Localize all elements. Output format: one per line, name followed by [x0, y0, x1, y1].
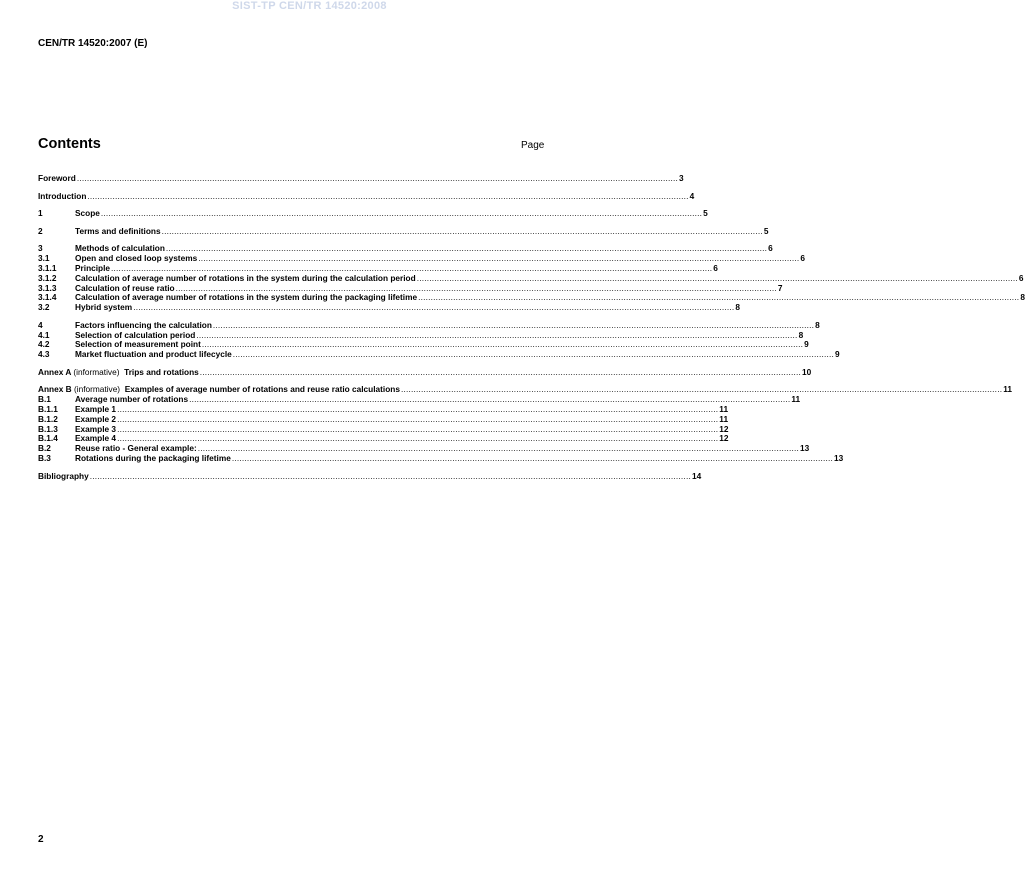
annex-title: Examples of average number of rotations and reuse ratio calculations	[124, 384, 400, 395]
toc-entry-page: 8	[815, 319, 820, 330]
toc-entry-number: B.1.1	[38, 403, 58, 414]
toc-entry-number: 3.1	[38, 253, 50, 264]
toc-entry-number: B.1.3	[38, 423, 58, 434]
toc-entry-page: 8	[1020, 292, 1025, 303]
toc-entry-title: Bibliography	[38, 470, 89, 481]
toc-entry-number: 3.1.4	[38, 292, 57, 303]
toc-entry-title: Introduction	[38, 190, 87, 201]
toc-entry-page: 8	[735, 302, 741, 313]
toc-entry-title: Reuse ratio - General example:	[75, 443, 197, 454]
toc-entry-number: B.1.2	[38, 413, 58, 424]
toc-entry-page: 9	[804, 339, 809, 350]
document-id: CEN/TR 14520:2007 (E)	[38, 38, 148, 49]
toc-entry-title: Hybrid system	[75, 302, 133, 313]
toc-entry-title: Foreword	[38, 173, 76, 183]
toc-entry[interactable]	[38, 225, 769, 237]
contents-heading: Contents	[38, 136, 101, 152]
toc-annex-entry[interactable]	[38, 366, 812, 378]
informative-label: (informative)	[73, 384, 121, 395]
toc-entry-page: 5	[763, 225, 769, 236]
toc-entry-number: 4.1	[38, 329, 50, 340]
toc-entry-page: 14	[691, 470, 702, 481]
toc-entry-number: 1	[38, 208, 43, 219]
toc-entry-page: 11	[719, 403, 729, 414]
toc-entry-title	[38, 368, 199, 378]
toc-entry-number: 2	[38, 225, 43, 236]
annex-title: Trips and rotations	[124, 366, 199, 377]
toc-entry-title: Example 3	[75, 423, 117, 434]
toc-entry-title: Scope	[75, 208, 100, 219]
toc-entry[interactable]	[38, 173, 684, 184]
toc-entry-number: 3.1.2	[38, 272, 57, 283]
toc-entry-title: Rotations during the packaging lifetime	[75, 452, 231, 463]
watermark: SIST-TP CEN/TR 14520:2008	[232, 0, 387, 12]
toc-entry-title: Factors influencing the calculation	[75, 319, 212, 330]
informative-label: (informative)	[73, 366, 120, 377]
toc-entry-page: 11	[719, 413, 729, 424]
toc-entry-page: 12	[719, 433, 729, 444]
toc-entry[interactable]	[38, 349, 840, 360]
toc-entry-number: 3.1.3	[38, 282, 57, 293]
toc-entry-title: Selection of calculation period	[75, 329, 196, 340]
toc-entry-page: 13	[834, 452, 844, 463]
toc-entry-number: 3.1.1	[38, 262, 57, 273]
page-column-label: Page	[521, 140, 545, 151]
toc-entry-page: 12	[719, 423, 729, 434]
toc-entry-number: 3.2	[38, 302, 50, 313]
toc-entry-page: 6	[800, 253, 806, 264]
toc-entry-page: 11	[1003, 384, 1012, 395]
toc-entry-page: 5	[703, 208, 708, 219]
toc-entry-page: 7	[777, 282, 783, 293]
toc-entry-number: B.2	[38, 443, 51, 454]
toc-entry-title: Example 1	[75, 403, 117, 414]
toc-entry[interactable]	[38, 190, 695, 202]
toc-entry-number: B.3	[38, 452, 51, 463]
toc-entry-title: Terms and definitions	[75, 225, 161, 236]
toc-entry-number: 3	[38, 243, 43, 254]
toc-entry[interactable]	[38, 452, 844, 464]
toc-entry-number: B.1.4	[38, 433, 58, 444]
toc-entry-page: 6	[1018, 272, 1024, 283]
toc-entry-page: 4	[689, 190, 695, 201]
toc-entry-page: 6	[768, 243, 773, 254]
toc-entry-title: Market fluctuation and product lifecycle	[75, 349, 232, 360]
toc-entry[interactable]	[38, 470, 702, 482]
toc-entry-title: Calculation of average number of rotations in the system during the calculation period	[75, 272, 416, 283]
toc-entry-title: Calculation of reuse ratio	[75, 282, 175, 293]
toc-entry-title: Example 2	[75, 413, 117, 424]
toc-entry-page: 13	[799, 443, 810, 454]
toc-entry-page: 8	[798, 329, 804, 340]
toc-entry[interactable]	[38, 302, 741, 313]
page-number: 2	[38, 834, 44, 845]
toc-entry-title: Example 4	[75, 433, 117, 444]
toc-entry-number: 4.2	[38, 339, 50, 350]
toc-entry-number: 4	[38, 319, 43, 330]
toc-entry-page: 3	[679, 173, 684, 183]
annex-label: Annex B	[38, 384, 72, 395]
toc-entry[interactable]	[38, 208, 708, 219]
toc-entry-page: 11	[791, 394, 801, 405]
toc-entry-page: 10	[802, 366, 812, 377]
toc-entry-title: Principle	[75, 262, 111, 273]
toc-entry-page: 6	[713, 262, 718, 273]
toc-entry-title: Selection of measurement point	[75, 339, 201, 350]
toc-entry-number: B.1	[38, 394, 51, 405]
annex-label: Annex A	[38, 366, 72, 377]
toc-entry-title: Average number of rotations	[75, 394, 189, 405]
toc-entry-number: 4.3	[38, 349, 50, 360]
toc-entry-title: Open and closed loop systems	[75, 253, 198, 264]
table-of-contents	[38, 173, 1025, 481]
toc-entry-title: Calculation of average number of rotations in the system during the packaging lifetime	[75, 292, 418, 303]
toc-entry-page: 9	[834, 349, 840, 360]
toc-entry-title: Methods of calculation	[75, 243, 165, 254]
